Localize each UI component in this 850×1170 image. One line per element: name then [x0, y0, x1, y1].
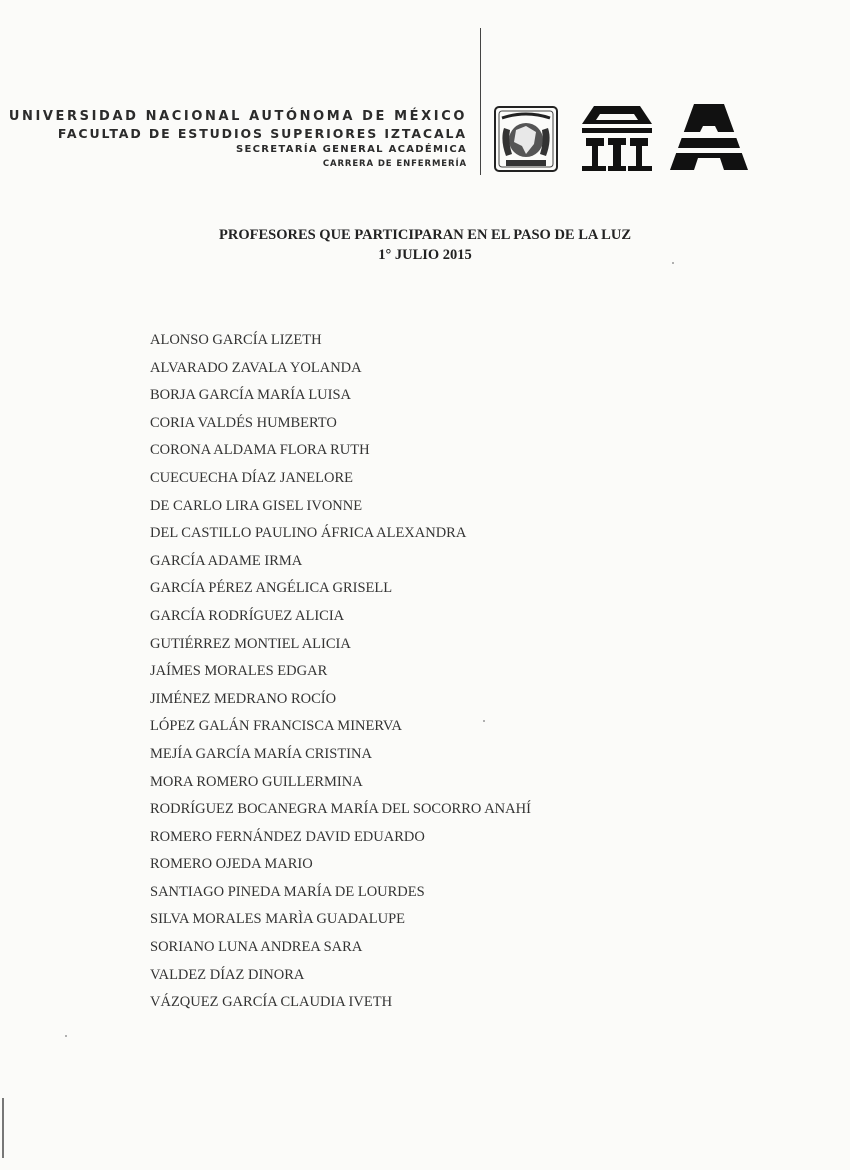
secretariat-name: SECRETARÍA GENERAL ACADÉMICA [236, 144, 467, 155]
header-divider [480, 28, 481, 175]
career-name: CARRERA DE ENFERMERÍA [322, 159, 467, 169]
list-item: GARCÍA PÉREZ ANGÉLICA GRISELL [150, 580, 393, 597]
fes-iztacala-logo [578, 104, 656, 172]
document-title: PROFESORES QUE PARTICIPARAN EN EL PASO DE LA LUZ [219, 227, 631, 243]
faculty-name: FACULTAD DE ESTUDIOS SUPERIORES IZTACALA [57, 126, 467, 141]
list-item: SANTIAGO PINEDA MARÍA DE LOURDES [150, 883, 425, 900]
scan-speck [672, 262, 674, 264]
document-date: 1° JULIO 2015 [378, 247, 472, 263]
scan-speck [483, 720, 485, 722]
list-item: ROMERO FERNÁNDEZ DAVID EDUARDO [150, 828, 425, 845]
list-item: SILVA MORALES MARÌA GUADALUPE [150, 911, 405, 928]
list-item: ALONSO GARCÍA LIZETH [150, 332, 322, 348]
professors-list [150, 329, 531, 1019]
list-item: ALVARADO ZAVALA YOLANDA [150, 359, 362, 376]
list-item: CORONA ALDAMA FLORA RUTH [150, 442, 370, 459]
list-item: SORIANO LUNA ANDREA SARA [150, 939, 363, 956]
list-item: JIMÉNEZ MEDRANO ROCÍO [150, 690, 337, 707]
list-item: BORJA GARCÍA MARÍA LUISA [150, 387, 352, 404]
list-item: MEJÍA GARCÍA MARÍA CRISTINA [150, 745, 372, 762]
list-item: VÁZQUEZ GARCÍA CLAUDIA IVETH [150, 994, 393, 1011]
list-item: CUECUECHA DÍAZ JANELORE [150, 469, 353, 486]
scan-speck [65, 1035, 67, 1037]
carrera-a-logo [670, 104, 748, 170]
scan-edge-mark [2, 1098, 4, 1158]
list-item: RODRÍGUEZ BOCANEGRA MARÍA DEL SOCORRO ANAHÍ [150, 801, 531, 818]
list-item: VALDEZ DÍAZ DINORA [150, 966, 305, 983]
list-item: MORA ROMERO GUILLERMINA [150, 773, 363, 790]
list-item: CORIA VALDÉS HUMBERTO [150, 414, 337, 431]
list-item: DEL CASTILLO PAULINO ÁFRICA ALEXANDRA [150, 525, 467, 542]
list-item: GUTIÉRREZ MONTIEL ALICIA [150, 635, 351, 652]
list-item: ROMERO OJEDA MARIO [150, 856, 313, 873]
list-item: DE CARLO LIRA GISEL IVONNE [150, 497, 363, 514]
list-item: JAÍMES MORALES EDGAR [150, 663, 328, 680]
list-item: GARCÍA ADAME IRMA [150, 552, 303, 569]
letterhead-text [0, 108, 467, 171]
unam-seal-logo [492, 104, 560, 174]
list-item: LÓPEZ GALÁN FRANCISCA MINERVA [150, 718, 402, 735]
list-item: GARCÍA RODRÍGUEZ ALICIA [150, 607, 345, 624]
university-name: UNIVERSIDAD NACIONAL AUTÓNOMA DE MÉXICO [8, 109, 467, 124]
